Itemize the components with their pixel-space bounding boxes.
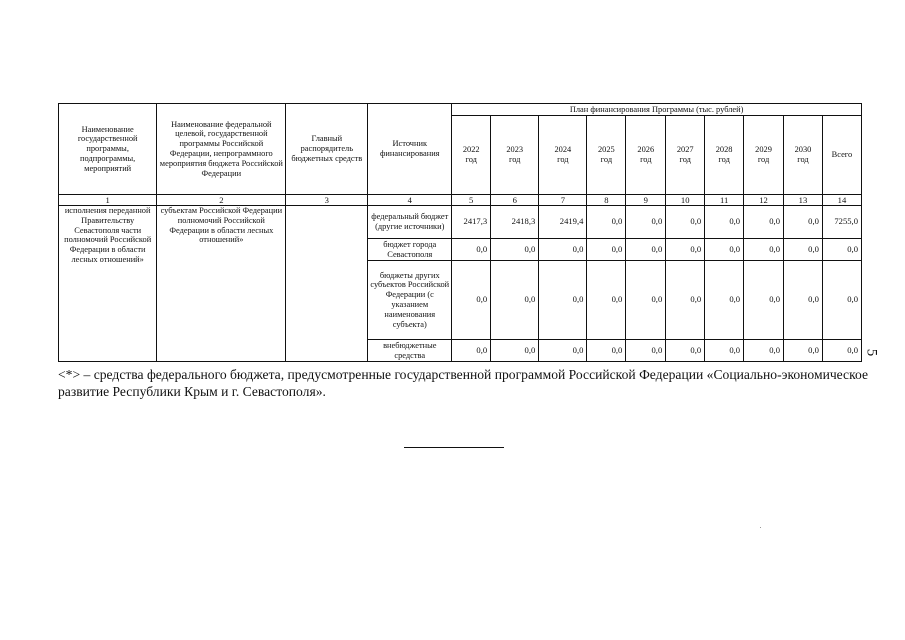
value-cell: 0,0: [784, 206, 823, 239]
column-number: 8: [587, 195, 626, 206]
value-cell: 0,0: [744, 239, 784, 261]
value-cell: 0,0: [626, 206, 666, 239]
value-cell: 0,0: [744, 261, 784, 340]
value-cell: 0,0: [587, 239, 626, 261]
header-year-2024: 2024 год: [539, 116, 587, 195]
activity-name-cell: исполнения переданной Правительству Севастополя части полномочий Российской Федерации в области лесных отношений»: [59, 206, 157, 362]
column-number: 3: [286, 195, 368, 206]
header-year-2029: 2029 год: [744, 116, 784, 195]
value-cell: 0,0: [539, 261, 587, 340]
column-number: 1: [59, 195, 157, 206]
value-cell: 0,0: [784, 261, 823, 340]
value-cell: 0,0: [539, 340, 587, 362]
header-year-2022: 2022 год: [452, 116, 491, 195]
value-cell: 0,0: [666, 206, 705, 239]
scan-speck: [760, 527, 761, 528]
header-program-name: Наименование государственной программы, подпрограммы, мероприятий: [59, 104, 157, 195]
value-cell: 0,0: [539, 239, 587, 261]
value-cell: 0,0: [784, 340, 823, 362]
financing-table: [58, 103, 862, 362]
column-number: 14: [822, 195, 861, 206]
header-federal-program: Наименование федеральной целевой, государственной программы Российской Федерации, непрограммного мероприятия бюджета Российской Федерации: [157, 104, 286, 195]
value-cell: 0,0: [626, 261, 666, 340]
value-cell: 0,0: [666, 261, 705, 340]
column-number: 5: [452, 195, 491, 206]
column-number: 13: [784, 195, 823, 206]
header-total: Всего: [822, 116, 861, 195]
value-cell: 2418,3: [491, 206, 539, 239]
value-cell: 0,0: [666, 340, 705, 362]
separator-line: [404, 447, 504, 448]
value-cell: 0,0: [626, 239, 666, 261]
table-row: [59, 206, 862, 239]
value-cell: 0,0: [491, 239, 539, 261]
value-cell: 0,0: [491, 261, 539, 340]
header-year-2025: 2025 год: [587, 116, 626, 195]
value-cell: 2417,3: [452, 206, 491, 239]
header-plan-title: План финансирования Программы (тыс. рублей): [452, 104, 862, 116]
column-number-row: [59, 195, 862, 206]
value-cell: 0,0: [491, 340, 539, 362]
value-cell: 0,0: [452, 239, 491, 261]
column-number: 4: [368, 195, 452, 206]
source-cell: бюджет города Севастополя: [368, 239, 452, 261]
column-number: 9: [626, 195, 666, 206]
value-cell: 0,0: [705, 239, 744, 261]
value-cell: 2419,4: [539, 206, 587, 239]
column-number: 12: [744, 195, 784, 206]
page-number: 5: [863, 348, 880, 357]
value-cell: 0,0: [587, 206, 626, 239]
column-number: 2: [157, 195, 286, 206]
total-cell: 0,0: [822, 239, 861, 261]
value-cell: 0,0: [705, 206, 744, 239]
value-cell: 0,0: [452, 340, 491, 362]
budget-manager-cell: [286, 206, 368, 362]
value-cell: 0,0: [587, 261, 626, 340]
header-year-2028: 2028 год: [705, 116, 744, 195]
header-year-2030: 2030 год: [784, 116, 823, 195]
value-cell: 0,0: [705, 340, 744, 362]
federal-program-cell: субъектам Российской Федерации полномочий Российской Федерации в области лесных отношений»: [157, 206, 286, 362]
value-cell: 0,0: [744, 206, 784, 239]
header-row-top: [59, 104, 862, 116]
column-number: 10: [666, 195, 705, 206]
value-cell: 0,0: [626, 340, 666, 362]
header-year-2023: 2023 год: [491, 116, 539, 195]
source-cell: федеральный бюджет (другие источники): [368, 206, 452, 239]
value-cell: 0,0: [452, 261, 491, 340]
value-cell: 0,0: [744, 340, 784, 362]
value-cell: 0,0: [587, 340, 626, 362]
header-year-2026: 2026 год: [626, 116, 666, 195]
column-number: 7: [539, 195, 587, 206]
total-cell: 0,0: [822, 340, 861, 362]
column-number: 11: [705, 195, 744, 206]
total-cell: 0,0: [822, 261, 861, 340]
total-cell: 7255,0: [822, 206, 861, 239]
value-cell: 0,0: [666, 239, 705, 261]
footnote: <*> – средства федерального бюджета, предусмотренные государственной программой Российской Федерации «Социально-экономическое развитие Республики Крым и г. Севастополя».: [58, 367, 868, 399]
source-cell: внебюджетные средства: [368, 340, 452, 362]
header-funding-source: Источник финансирования: [368, 104, 452, 195]
header-year-2027: 2027 год: [666, 116, 705, 195]
column-number: 6: [491, 195, 539, 206]
value-cell: 0,0: [705, 261, 744, 340]
value-cell: 0,0: [784, 239, 823, 261]
header-budget-manager: Главный распорядитель бюджетных средств: [286, 104, 368, 195]
source-cell: бюджеты других субъектов Российской Федерации (с указанием наименования субъекта): [368, 261, 452, 340]
